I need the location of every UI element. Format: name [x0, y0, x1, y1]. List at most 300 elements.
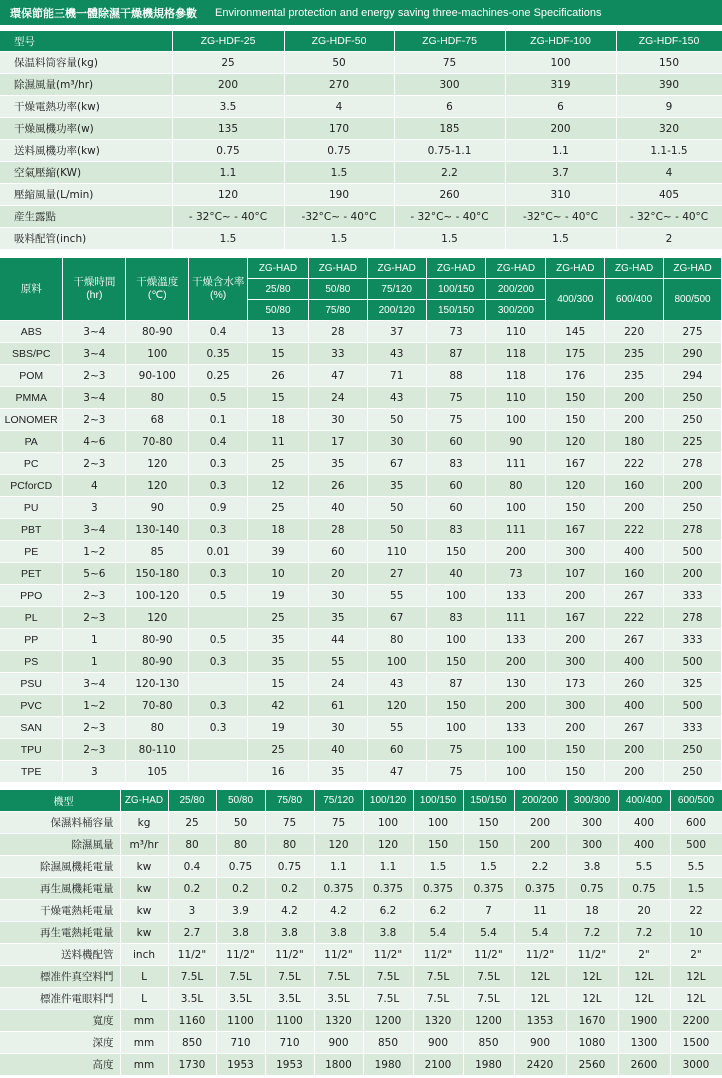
table-cell: 75 [426, 387, 486, 409]
row-label: 除濕風量 [0, 834, 120, 856]
table-cell: 150 [426, 541, 486, 563]
table-cell: 120 [546, 475, 605, 497]
table-cell: 110 [486, 321, 546, 343]
row-label: 送料機配管 [0, 944, 120, 966]
table-cell: 200 [172, 74, 284, 96]
table-cell: 60 [426, 475, 486, 497]
table-cell: 1.5 [505, 228, 616, 250]
table-cell: 24 [308, 387, 367, 409]
table-cell: 4.2 [314, 900, 363, 922]
table-cell: 50 [284, 52, 394, 74]
row-label: 吸料配管(inch) [0, 228, 172, 250]
table-cell: 6 [394, 96, 505, 118]
table-cell: 0.75-1.1 [394, 140, 505, 162]
table-cell: 250 [664, 761, 722, 783]
table-cell: 0.75 [216, 856, 265, 878]
dry-time-cell: 1~2 [63, 541, 126, 563]
had-model-header: ZG-HAD [426, 258, 486, 279]
material-name: SBS/PC [0, 343, 63, 365]
table-cell: 5.5 [618, 856, 670, 878]
moisture-cell: 0.3 [189, 717, 248, 739]
table-cell: 278 [664, 453, 722, 475]
material-name: PA [0, 431, 63, 453]
table-row [0, 717, 722, 739]
table-cell: 200 [546, 629, 605, 651]
table-cell: 850 [363, 1032, 413, 1054]
table-cell: 278 [664, 519, 722, 541]
table-cell: 250 [664, 387, 722, 409]
moisture-cell: 0.3 [189, 519, 248, 541]
table-cell: 19 [248, 585, 309, 607]
hdf-header-row [0, 31, 722, 52]
table-cell: 47 [367, 761, 426, 783]
table-cell: 500 [664, 695, 722, 717]
table-cell: 27 [367, 563, 426, 585]
table-cell: 47 [308, 365, 367, 387]
table-cell: 1320 [314, 1010, 363, 1032]
unit-cell: mm [120, 1032, 168, 1054]
table-cell: 83 [426, 519, 486, 541]
table-cell: 30 [308, 409, 367, 431]
row-label: 干燥電熱耗電量 [0, 900, 120, 922]
material-name: TPU [0, 739, 63, 761]
table-cell: 35 [248, 651, 309, 673]
table-cell: 200 [605, 387, 664, 409]
table-cell: 80 [367, 629, 426, 651]
table-cell: 43 [367, 343, 426, 365]
table-cell: 1730 [168, 1054, 216, 1076]
table-cell: 100 [486, 739, 546, 761]
had-spec-header-label: 機型 [0, 790, 120, 812]
table-row [0, 409, 722, 431]
table-cell: 80 [265, 834, 314, 856]
table-cell: 11/2" [413, 944, 463, 966]
table-cell: 15 [248, 673, 309, 695]
dry-temp-cell: 90-100 [126, 365, 189, 387]
table-row [0, 629, 722, 651]
table-cell: 150 [546, 497, 605, 519]
table-cell: 12L [670, 966, 722, 988]
dry-temp-cell: 70-80 [126, 695, 189, 717]
table-cell: 235 [605, 343, 664, 365]
table-row [0, 74, 722, 96]
table-cell: 0.2 [168, 878, 216, 900]
table-row [0, 1054, 722, 1076]
table-cell: 12 [248, 475, 309, 497]
table-cell: 3.5L [216, 988, 265, 1010]
table-cell: 60 [367, 739, 426, 761]
table-cell: 275 [664, 321, 722, 343]
table-cell: 3.5 [172, 96, 284, 118]
had-size-header-alt: 200/120 [367, 300, 426, 321]
table-cell: 200 [505, 118, 616, 140]
table-cell: 1.5 [284, 228, 394, 250]
table-cell: 133 [486, 585, 546, 607]
table-cell: 60 [308, 541, 367, 563]
table-cell: 1980 [363, 1054, 413, 1076]
table-cell: 325 [664, 673, 722, 695]
had-size-header-alt: 50/80 [248, 300, 309, 321]
had-spec-size-header: 400/400 [618, 790, 670, 812]
dry-temp-cell: 80 [126, 387, 189, 409]
table-cell: 100 [486, 409, 546, 431]
material-name: PVC [0, 695, 63, 717]
table-cell: 200 [514, 834, 566, 856]
table-row [0, 497, 722, 519]
table-cell: 13 [248, 321, 309, 343]
table-cell: 4 [616, 162, 722, 184]
table-cell: 5.5 [670, 856, 722, 878]
table-cell: 333 [664, 585, 722, 607]
table-cell: 3.8 [216, 922, 265, 944]
table-cell: 26 [248, 365, 309, 387]
table-cell: 11/2" [363, 944, 413, 966]
table-cell: - 32°C~ - 40°C [172, 206, 284, 228]
had-spec-size-header: 100/120 [363, 790, 413, 812]
table-cell: 30 [308, 717, 367, 739]
table-cell: 25 [168, 812, 216, 834]
table-cell: 2560 [566, 1054, 618, 1076]
dry-time-cell: 2~3 [63, 739, 126, 761]
table-cell: 500 [664, 651, 722, 673]
table-cell: 44 [308, 629, 367, 651]
table-cell: 100 [486, 497, 546, 519]
unit-cell: L [120, 988, 168, 1010]
table-cell: 10 [670, 922, 722, 944]
table-cell: 75 [314, 812, 363, 834]
table-cell: 3 [168, 900, 216, 922]
hdf-table-body [0, 52, 722, 250]
table-cell: 33 [308, 343, 367, 365]
table-row [0, 453, 722, 475]
row-label: 高度 [0, 1054, 120, 1076]
table-cell: 12L [566, 966, 618, 988]
table-cell: 5.4 [463, 922, 514, 944]
table-cell: 319 [505, 74, 616, 96]
table-cell: 55 [367, 717, 426, 739]
table-row [0, 1032, 722, 1054]
table-cell: 250 [664, 739, 722, 761]
table-cell: 11/2" [216, 944, 265, 966]
table-cell: 150 [546, 761, 605, 783]
table-cell: 175 [546, 343, 605, 365]
table-row [0, 206, 722, 228]
table-cell: 15 [248, 343, 309, 365]
material-name: PSU [0, 673, 63, 695]
row-label: 再生電熱耗電量 [0, 922, 120, 944]
had-model-header: ZG-HAD [486, 258, 546, 279]
table-cell: 3000 [670, 1054, 722, 1076]
table-cell: 83 [426, 607, 486, 629]
had-model-header: ZG-HAD [605, 258, 664, 279]
table-cell: 75 [426, 409, 486, 431]
table-cell: 7.5L [314, 966, 363, 988]
material-name: PE [0, 541, 63, 563]
table-cell: 250 [664, 409, 722, 431]
table-cell: 0.75 [265, 856, 314, 878]
table-cell: 12L [670, 988, 722, 1010]
table-row [0, 475, 722, 497]
had-size-header: 400/300 [546, 279, 605, 321]
table-cell: - 32°C~ - 40°C [616, 206, 722, 228]
table-cell: 12L [618, 966, 670, 988]
had-size-header-alt: 300/200 [486, 300, 546, 321]
table-cell: 73 [486, 563, 546, 585]
table-row [0, 673, 722, 695]
table-cell: 83 [426, 453, 486, 475]
table-row [0, 387, 722, 409]
table-cell: 25 [248, 497, 309, 519]
table-row [0, 162, 722, 184]
table-row [0, 922, 722, 944]
table-cell: 118 [486, 365, 546, 387]
unit-cell: kw [120, 922, 168, 944]
table-cell: 71 [367, 365, 426, 387]
row-label: 再生風機耗電量 [0, 878, 120, 900]
table-cell: 200 [486, 651, 546, 673]
moisture-cell: 0.3 [189, 651, 248, 673]
table-cell: 100 [426, 717, 486, 739]
unit-cell: mm [120, 1010, 168, 1032]
table-cell: 150 [546, 387, 605, 409]
table-cell: 400 [605, 541, 664, 563]
table-cell: 1.5 [284, 162, 394, 184]
row-label: 保濕料桶容量 [0, 812, 120, 834]
table-cell: 300 [566, 834, 618, 856]
table-cell: 850 [168, 1032, 216, 1054]
table-cell: 200 [546, 717, 605, 739]
table-cell: 1800 [314, 1054, 363, 1076]
table-cell: 2.2 [514, 856, 566, 878]
table-cell: 3.8 [566, 856, 618, 878]
row-label: 標准件真空料鬥 [0, 966, 120, 988]
table-cell: 80 [486, 475, 546, 497]
table-cell: 1670 [566, 1010, 618, 1032]
table-cell: 0.375 [314, 878, 363, 900]
table-cell: 50 [367, 519, 426, 541]
table-cell: 15 [248, 387, 309, 409]
table-cell: 1160 [168, 1010, 216, 1032]
table-cell: 200 [605, 761, 664, 783]
table-cell: 30 [367, 431, 426, 453]
moisture-cell [189, 673, 248, 695]
table-cell: 260 [605, 673, 664, 695]
table-cell: 100 [413, 812, 463, 834]
row-label: 産生露點 [0, 206, 172, 228]
dry-temp-cell: 80-110 [126, 739, 189, 761]
had-model-header: ZG-HAD [664, 258, 722, 279]
table-cell: 1200 [363, 1010, 413, 1032]
hdf-model-header: ZG-HDF-150 [616, 31, 722, 52]
table-cell: 1.1-1.5 [616, 140, 722, 162]
row-label: 標准件電眼料鬥 [0, 988, 120, 1010]
table-cell: -32°C~ - 40°C [505, 206, 616, 228]
table-cell: 1100 [216, 1010, 265, 1032]
table-cell: 170 [284, 118, 394, 140]
table-cell: 2420 [514, 1054, 566, 1076]
moisture-cell: 0.3 [189, 695, 248, 717]
table-row [0, 585, 722, 607]
table-cell: 100 [426, 629, 486, 651]
table-cell: 100 [426, 585, 486, 607]
table-cell: 225 [664, 431, 722, 453]
table-cell: 200 [605, 739, 664, 761]
dry-temp-cell: 120 [126, 475, 189, 497]
dry-time-cell: 4 [63, 475, 126, 497]
table-cell: 6 [505, 96, 616, 118]
dry-temp-header: 干燥溫度 (℃) [126, 258, 189, 321]
dry-temp-cell: 90 [126, 497, 189, 519]
table-cell: 35 [308, 607, 367, 629]
table-cell: 18 [248, 409, 309, 431]
table-cell: 3.5L [168, 988, 216, 1010]
dry-time-cell: 4~6 [63, 431, 126, 453]
dry-temp-cell: 68 [126, 409, 189, 431]
table-cell: 75 [426, 761, 486, 783]
table-cell: 2 [616, 228, 722, 250]
material-name: PET [0, 563, 63, 585]
had-size-header: 50/80 [308, 279, 367, 300]
table-cell: 200 [605, 497, 664, 519]
table-cell: 150 [546, 739, 605, 761]
row-label: 干燥電熱功率(kw) [0, 96, 172, 118]
table-cell: 2100 [413, 1054, 463, 1076]
table-cell: 1900 [618, 1010, 670, 1032]
row-label: 除濕風量(m³/hr) [0, 74, 172, 96]
dry-time-cell: 3~4 [63, 673, 126, 695]
table-row [0, 900, 722, 922]
moisture-cell: 0.4 [189, 321, 248, 343]
table-cell: 310 [505, 184, 616, 206]
dry-temp-cell: 120 [126, 607, 189, 629]
table-cell: 0.375 [413, 878, 463, 900]
table-cell: 200 [486, 541, 546, 563]
table-cell: 7.5L [363, 988, 413, 1010]
table-cell: 20 [308, 563, 367, 585]
table-cell: 180 [605, 431, 664, 453]
table-cell: 55 [308, 651, 367, 673]
table-row [0, 519, 722, 541]
table-cell: 2.2 [394, 162, 505, 184]
table-row [0, 695, 722, 717]
table-cell: 1353 [514, 1010, 566, 1032]
table-cell: 2600 [618, 1054, 670, 1076]
table-cell: 17 [308, 431, 367, 453]
table-cell: 25 [248, 739, 309, 761]
table-cell: 267 [605, 629, 664, 651]
table-cell: 100 [486, 761, 546, 783]
table-cell: 1200 [463, 1010, 514, 1032]
table-cell: 87 [426, 673, 486, 695]
table-cell: 11 [248, 431, 309, 453]
table-cell: 61 [308, 695, 367, 717]
dry-temp-cell: 100 [126, 343, 189, 365]
dry-time-cell: 3~4 [63, 343, 126, 365]
table-cell: 1.1 [505, 140, 616, 162]
table-cell: 390 [616, 74, 722, 96]
table-cell: 12L [514, 966, 566, 988]
table-cell: 6.2 [363, 900, 413, 922]
table-cell: 900 [514, 1032, 566, 1054]
table-cell: 1.1 [363, 856, 413, 878]
table-cell: 4 [284, 96, 394, 118]
table-cell: 3.8 [363, 922, 413, 944]
dry-temp-cell: 120-130 [126, 673, 189, 695]
had-model-header: ZG-HAD [248, 258, 309, 279]
table-cell: 150 [616, 52, 722, 74]
table-cell: 26 [308, 475, 367, 497]
table-cell: 1500 [670, 1032, 722, 1054]
table-cell: 300 [546, 651, 605, 673]
table-cell: 190 [284, 184, 394, 206]
dry-temp-cell: 150-180 [126, 563, 189, 585]
table-cell: 10 [248, 563, 309, 585]
dry-time-cell: 3~4 [63, 519, 126, 541]
table-cell: 75 [265, 812, 314, 834]
table-cell: 7.5L [265, 966, 314, 988]
table-cell: 267 [605, 585, 664, 607]
table-cell: 1.5 [670, 878, 722, 900]
table-cell: 7.2 [566, 922, 618, 944]
had-size-header: 75/120 [367, 279, 426, 300]
dry-time-cell: 2~3 [63, 585, 126, 607]
moisture-cell: 0.35 [189, 343, 248, 365]
dry-temp-cell: 80 [126, 717, 189, 739]
table-cell: 5.4 [413, 922, 463, 944]
table-cell: 11/2" [265, 944, 314, 966]
table-cell: 110 [367, 541, 426, 563]
moisture-cell: 0.3 [189, 563, 248, 585]
table-cell: 30 [308, 585, 367, 607]
table-cell: 12L [514, 988, 566, 1010]
had-spec-size-header: 25/80 [168, 790, 216, 812]
table-cell: 67 [367, 607, 426, 629]
table-cell: 43 [367, 673, 426, 695]
table-cell: 267 [605, 717, 664, 739]
table-cell: 11/2" [514, 944, 566, 966]
material-name: LONOMER [0, 409, 63, 431]
table-row [0, 96, 722, 118]
material-header-row-1 [0, 258, 722, 279]
table-cell: 100 [367, 651, 426, 673]
spec-title-bar [0, 0, 722, 25]
table-cell: 110 [486, 387, 546, 409]
table-row [0, 52, 722, 74]
table-row [0, 739, 722, 761]
table-cell: 150 [413, 834, 463, 856]
table-cell: 167 [546, 453, 605, 475]
had-size-header-alt: 150/150 [426, 300, 486, 321]
table-cell: 11/2" [566, 944, 618, 966]
table-cell: 222 [605, 453, 664, 475]
material-name: PCforCD [0, 475, 63, 497]
hdf-model-header: ZG-HDF-25 [172, 31, 284, 52]
table-cell: 1100 [265, 1010, 314, 1032]
table-cell: 88 [426, 365, 486, 387]
dry-temp-cell: 70-80 [126, 431, 189, 453]
table-cell: 42 [248, 695, 309, 717]
dry-temp-cell: 80-90 [126, 629, 189, 651]
table-cell: 235 [605, 365, 664, 387]
table-cell: 2" [670, 944, 722, 966]
moisture-cell [189, 761, 248, 783]
table-row [0, 343, 722, 365]
moisture-cell: 0.9 [189, 497, 248, 519]
table-cell: 20 [618, 900, 670, 922]
had-spec-header-row [0, 790, 722, 812]
table-cell: 37 [367, 321, 426, 343]
dry-temp-cell: 130-140 [126, 519, 189, 541]
